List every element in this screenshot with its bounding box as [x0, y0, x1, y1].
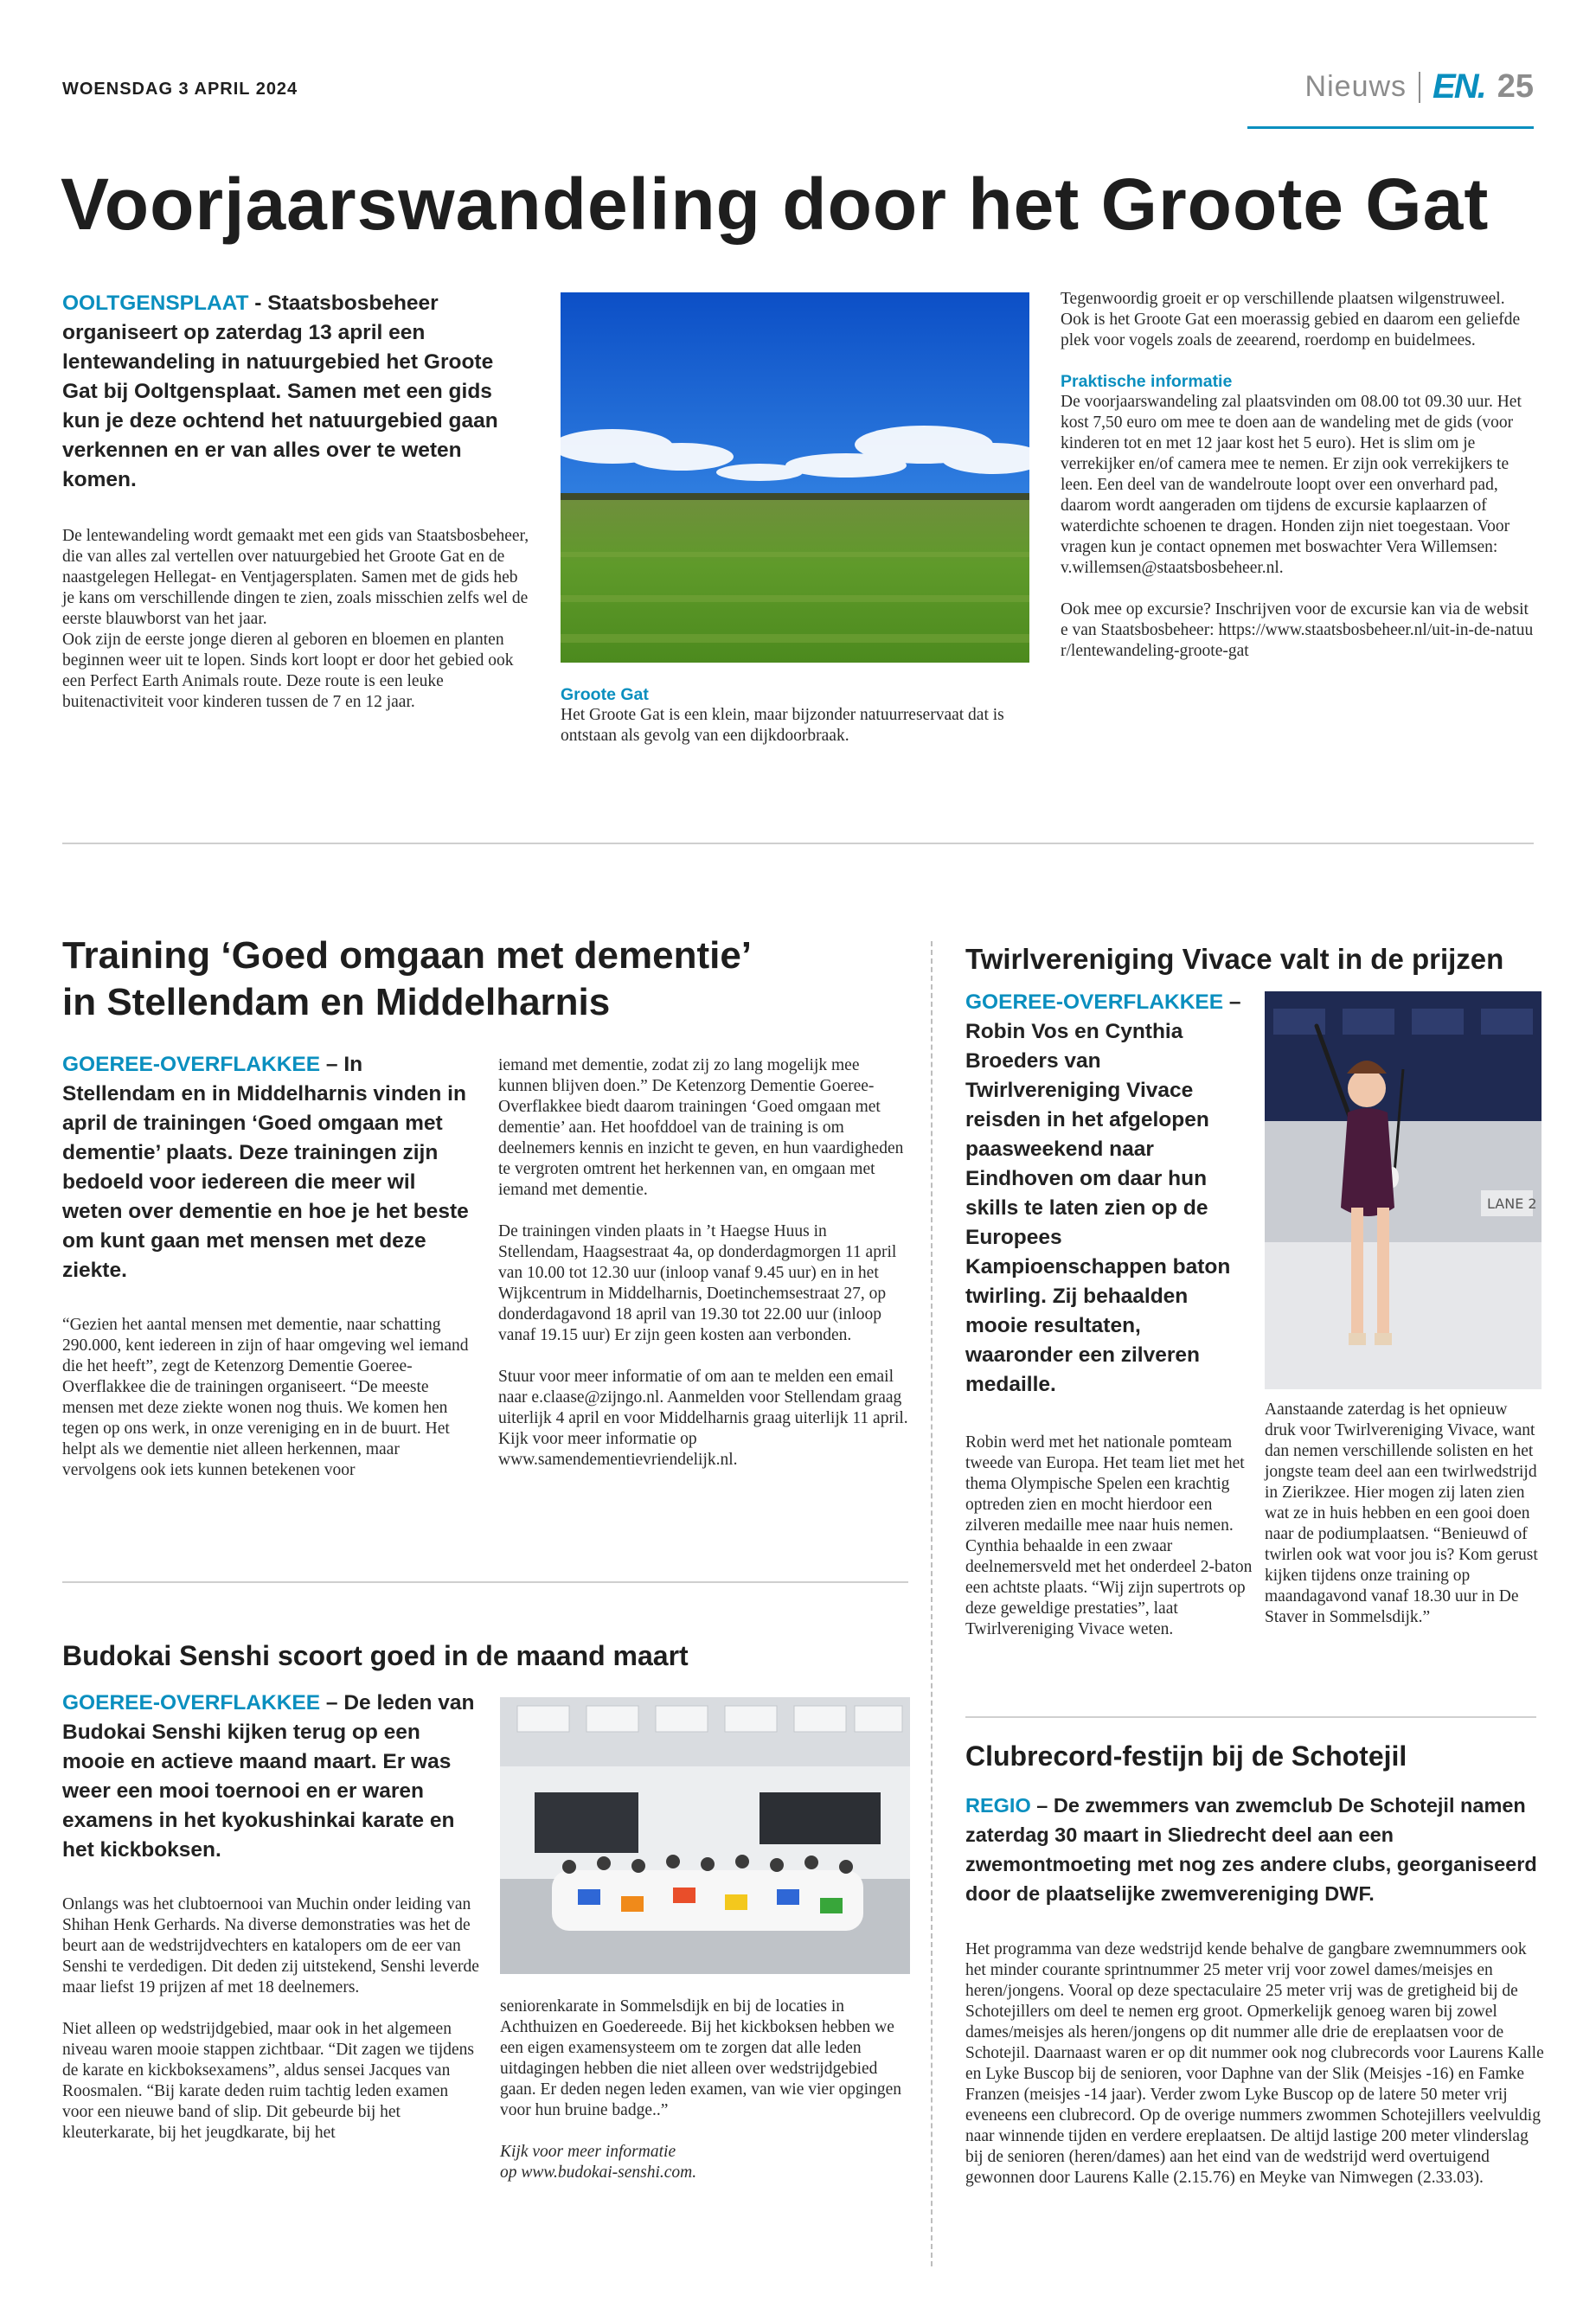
article-column	[62, 1689, 483, 2144]
caption-title: Groote Gat	[561, 685, 649, 704]
article-column	[1061, 289, 1535, 662]
body-paragraph: Aanstaande zaterdag is het opnieuw druk voor Twirlvereniging Vivace, want dan nemen verschillende solisten en het jongste team deel aan een twirlwedstrijd in Zierikzee. Hier mogen zij laten zien wat ze in huis hebben en een gooi doen naar de podiumplaatsen. “Benieuwd of twirlen ook wat voor jou is? Kom gerust kijken tijdens onze training op maandagavond vanaf 18.30 uur in De Staver in Sommelsdijk.”	[1265, 1400, 1538, 1626]
landscape-photo	[561, 292, 1029, 663]
body-paragraph: Het programma van deze wedstrijd kende behalve de gangbare zwemnummers ook het minder courante sprintnummer 25 meter vrij voor zowel dames/meisjes en heren/jongens. Vooral op deze spectaculaire 25 meter vrij was de gretigheid bij de Schotejillers om deel te nemen erg groot. Opmerkelijk genoeg waren bij zowel dames/meisjes als heren/jongens op dit nummer alle drie de ereplaatsen voor de Schotejil. Daarnaast waren er op dit nummer ook nog clubrecords voor Laurens Kalle en Lyke Buscop bij de senioren, voor Daphne van der Slik (Meisjes -16) en Famke Franzen (meisjes -14 jaar). Verder zwom Lyke Buscop op de latere 50 meter vrij eveneens een clubrecord. Op de overige nummers zwommen Schotejillers veelvuldig naar winnende tijden en verdere ereplaatsen. De altijd lastige 200 meter vlinderslag bij de senioren (heren/dames) aan het eind van de wedstrijd werd overtuigend gewonnen door Laurens Kalle (2.15.76) en Meyke van Nimwegen (2.33.03).	[965, 1940, 1544, 2187]
body-paragraph: iemand met dementie, zodat zij zo lang mogelijk mee kunnen blijven doen.” De Ketenzorg Dementie Goeree-Overflakkee biedt daarom trainingen ‘Goed omgaan met dementie’ aan. Het hoofddoel van de training is om deelnemers kennis en inzicht te geven, en hun vaardigheden te vergroten omtrent het herkennen van, en omgaan met iemand met dementie.	[498, 1056, 904, 1199]
newspaper-logo: EN.	[1433, 67, 1485, 106]
article-column	[1265, 1400, 1538, 1628]
lead-text: – De leden van Budokai Senshi kijken terug op een mooie en actieve maand maart. Er was weer een mooi toernooi en er waren examens in het kyokushinkai karate en het kickboksen.	[62, 1691, 475, 1862]
dateline: REGIO	[965, 1794, 1031, 1817]
page-number: 25	[1497, 68, 1534, 105]
dateline: OOLTGENSPLAAT	[62, 292, 249, 315]
footer-line: Kijk voor meer informatie	[500, 2143, 676, 2161]
body-paragraph: Tegenwoordig groeit er op verschillende plaatsen wilgenstruweel. Ook is het Groote Gat een moerassig gebied en daarom een geliefde plek voor vogels zoals de zeearend, roerdomp en buidelmees.	[1061, 290, 1521, 349]
section-name: Nieuws	[1304, 70, 1407, 103]
body-paragraph: Ook mee op excursie? Inschrijven voor de excursie kan via de website van Staatsbosbeheer: https://www.staatsbosbeheer.nl/uit-in-de-natuur/lentewandeling-groote-gat	[1061, 600, 1534, 660]
landscape-illustration	[561, 292, 1029, 663]
article-lead	[62, 1050, 469, 1285]
article-title	[62, 933, 910, 1026]
karate-group-photo	[500, 1697, 910, 1974]
article-lead	[62, 289, 529, 495]
lead-text: – In Stellendam en in Middelharnis vinden in april de trainingen ‘Goed omgaan met dementie’ plaats. Deze trainingen zijn bedoeld voor iedereen die meer wil weten over dementie en hoe je het beste om kunt gaan met mensen met deze ziekte.	[62, 1053, 469, 1282]
lane-sign: LANE 2	[1487, 1195, 1537, 1212]
article-footer	[500, 2142, 912, 2183]
section-divider	[62, 1581, 908, 1583]
article-column	[498, 1055, 910, 1471]
article-column	[62, 289, 529, 713]
section-divider	[965, 1716, 1536, 1718]
body-paragraph: Ook zijn de eerste jonge dieren al geboren en bloemen en planten beginnen weer uit te lopen. Sinds kort loopt er door het gebied ook een Perfect Earth Animals route. Deze route is een leuke buitenactiviteit voor kinderen tussen de 7 en 12 jaar.	[62, 631, 514, 711]
title-line: Training ‘Goed omgaan met dementie’	[62, 934, 753, 977]
article-column	[965, 1791, 1545, 2189]
body-paragraph: “Gezien het aantal mensen met dementie, naar schatting 290.000, kent iedereen in zijn of haar omgeving wel iemand die het heeft”, zegt de Ketenzorg Dementie Goeree-Overflakkee die de trainingen organiseert. “De meeste mensen met deze ziekte wonen nog thuis. We komen hen tegen op ons werk, in onze vereniging en in de buurt. Het helpt als we dementie niet alleen herkennen, maar vervolgens ook iets kunnen betekenen voor	[62, 1316, 469, 1479]
article-lead	[965, 988, 1253, 1400]
footer-line: op www.budokai-senshi.com.	[500, 2163, 697, 2182]
column-divider	[931, 941, 933, 2266]
lead-text: – Robin Vos en Cynthia Broeders van Twirlvereniging Vivace reisden in het afgelopen paasweekend naar Eindhoven om daar hun skills te laten zien op de Europees Kampioenschappen baton twirling. Zij behaalden mooie resultaten, waaronder een zilveren medaille.	[965, 990, 1241, 1396]
page-header	[1305, 67, 1534, 106]
twirler-photo	[1265, 991, 1542, 1389]
article-column	[62, 1050, 469, 1481]
body-paragraph: De voorjaarswandeling zal plaatsvinden om 08.00 tot 09.30 uur. Het kost 7,50 euro om mee te doen aan de wandeling met de gids (voor kinderen tot en met 12 jaar kost het 5 euro). Het is slim om je verrekijker en/of camera mee te nemen. Er zijn ook verrekijkers te leen. Een deel van de wandelroute loopt over een onverhard pad, daarom wordt aangeraden om tijdens de excursie kaplaarzen of waterdichte schoenen te dragen. Honden zijn niet toegestaan. Voor vragen kun je contact opnemen met boswachter Vera Willemsen: v.willemsen@staatsbosbeheer.nl.	[1061, 393, 1522, 577]
photo-caption	[561, 685, 1045, 747]
article-lead	[965, 1791, 1545, 1908]
article-title: Budokai Senshi scoort goed in de maand maart	[62, 1640, 689, 1671]
header-rule	[1247, 126, 1534, 129]
subheading: Praktische informatie	[1061, 372, 1233, 391]
twirler-illustration	[1265, 991, 1542, 1389]
article-column	[965, 988, 1253, 1640]
article-column	[500, 1997, 912, 2183]
article-lead	[62, 1689, 483, 1865]
body-paragraph: De lentewandeling wordt gemaakt met een gids van Staatsbosbeheer, die van alles zal vertellen over natuurgebied het Groote Gat en de naastgelegen Hellegat- en Ventjagersplaten. Samen met de gids heb je kans om verschillende dingen te zien, zoals misschien zelfs wel de eerste blauwborst van het jaar.	[62, 527, 529, 628]
caption-text: Het Groote Gat is een klein, maar bijzonder natuurreservaat dat is ontstaan als gevolg van een dijkdoorbraak.	[561, 706, 1004, 745]
article-title: Twirlvereniging Vivace valt in de prijzen	[965, 943, 1504, 975]
section-divider	[62, 843, 1534, 844]
title-line: in Stellendam en Middelharnis	[62, 981, 611, 1023]
dateline: GOEREE-OVERFLAKKEE	[965, 990, 1224, 1014]
article-title: Clubrecord-festijn bij de Schotejil	[965, 1740, 1407, 1772]
article-title: Voorjaarswandeling door het Groote Gat	[61, 163, 1490, 245]
body-paragraph: Stuur voor meer informatie of om aan te melden een email naar e.claase@zijngo.nl. Aanmelden voor Stellendam graag uiterlijk 4 april en voor Middelharnis graag uiterlijk 11 april. Kijk voor meer informatie op www.samendementievriendelijk.nl.	[498, 1368, 908, 1469]
karate-illustration	[500, 1697, 910, 1974]
lead-text: – De zwemmers van zwemclub De Schotejil namen zaterdag 30 maart in Sliedrecht deel aan een zwemontmoeting met nog zes andere clubs, georganiseerd door de plaatselijke zwemvereniging DWF.	[965, 1794, 1537, 1905]
lead-text: - Staatsbosbeheer organiseert op zaterdag 13 april een lentewandeling in natuurgebied het Groote Gat bij Ooltgensplaat. Samen met een gids kun je deze ochtend het natuurgebied gaan verkennen en er van alles over te weten komen.	[62, 292, 498, 491]
issue-date: WOENSDAG 3 APRIL 2024	[62, 80, 298, 99]
body-paragraph: Niet alleen op wedstrijdgebied, maar ook in het algemeen niveau waren mooie stappen zichtbaar. “Dit zagen we tijdens de karate en kickboksexamens”, aldus sensei Jacques van Roosmalen. “Bij karate deden ruim tachtig leden examen voor een nieuwe band of slip. Dit gebeurde bij het kleuterkarate, bij het jeugdkarate, bij het	[62, 2020, 474, 2142]
body-paragraph: seniorenkarate in Sommelsdijk en bij de locaties in Achthuizen en Goedereede. Bij het kickboksen hebben we een eigen examensysteem om te zorgen dat alle leden uitdagingen hebben die niet alleen over wedstrijdgebied gaan. Er deden negen leden examen, van wie vier opgingen voor hun bruine badge..”	[500, 1997, 902, 2119]
header-separator	[1419, 72, 1420, 103]
dateline: GOEREE-OVERFLAKKEE	[62, 1691, 321, 1715]
body-paragraph: Onlangs was het clubtoernooi van Muchin onder leiding van Shihan Henk Gerhards. Na diverse demonstraties was het de beurt aan de wedstrijdvechters en katalopers om de eer van Senshi te verdedigen. Dit deden zij uitstekend, Senshi leverde maar liefst 19 prijzen af met 18 deelnemers.	[62, 1895, 479, 1997]
body-paragraph: De trainingen vinden plaats in ’t Haegse Huus in Stellendam, Haagsestraat 4a, op donderdagmorgen 11 april van 10.00 tot 12.30 uur (inloop vanaf 9.45 uur) en in het Wijkcentrum in Middelharnis, Doetinchemsestraat 27, op donderdagavond 18 april van 19.30 tot 22.00 uur (inloop vanaf 19.15 uur) Er zijn geen kosten aan verbonden.	[498, 1222, 897, 1344]
dateline: GOEREE-OVERFLAKKEE	[62, 1053, 321, 1076]
body-paragraph: Robin werd met het nationale pomteam tweede van Europa. Het team liet met het thema Olympische Spelen een krachtig optreden zien en mocht hierdoor een zilveren medaille mee naar huis nemen. Cynthia behaalde in een zwaar deelnemersveld met het onderdeel 2-baton een achtste plaats. “Wij zijn supertrots op deze geweldige prestaties”, laat Twirlvereniging Vivace weten.	[965, 1433, 1253, 1638]
